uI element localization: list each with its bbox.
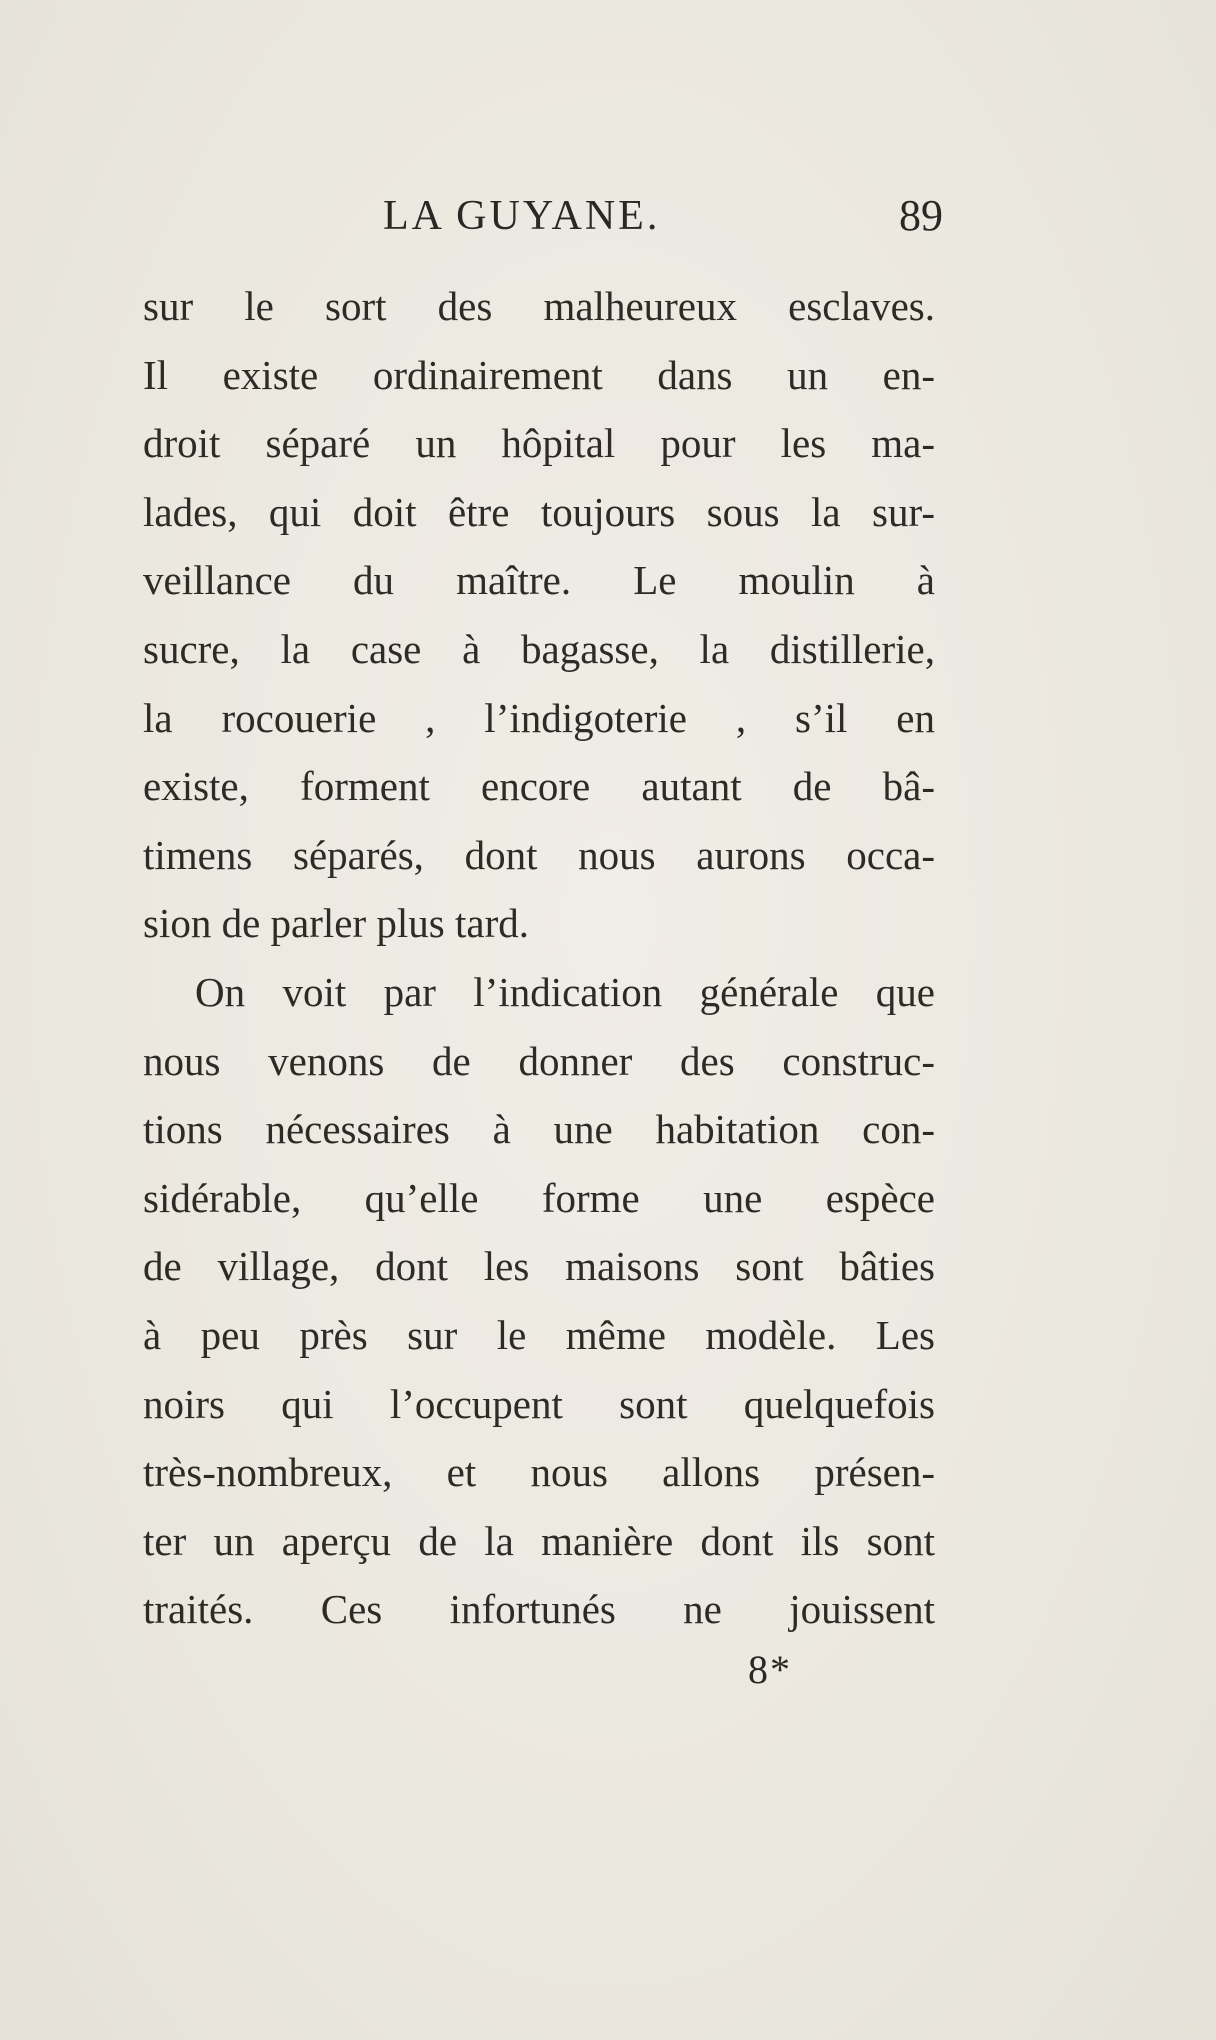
text-line: nous venons de donner des construc- (143, 1037, 935, 1084)
text-line: très-nombreux, et nous allons présen- (143, 1449, 935, 1496)
text-line: On voit par l’indication générale que (195, 968, 935, 1015)
text-line: tions nécessaires à une habitation con- (143, 1106, 935, 1153)
text-line: ter un aperçu de la manière dont ils sont (143, 1517, 935, 1564)
text-line: de village, dont les maisons sont bâties (143, 1243, 935, 1290)
page-number: 89 (899, 191, 943, 240)
text-line: veillance du maître. Le moulin à (143, 557, 935, 604)
body-text (143, 272, 935, 1644)
text-line: sion de parler plus tard. (143, 900, 529, 947)
text-line: lades, qui doit être toujours sous la sur- (143, 488, 935, 535)
text-line: existe, forment encore autant de bâ- (143, 763, 935, 810)
page-header (383, 186, 943, 246)
text-line: la rocouerie , l’indigoterie , s’il en (143, 694, 935, 741)
text-line: sidérable, qu’elle forme une espèce (143, 1174, 935, 1221)
running-title: LA GUYANE. (383, 193, 661, 239)
text-line: traités. Ces infortunés ne jouissent (143, 1586, 935, 1633)
text-line: noirs qui l’occupent sont quelquefois (143, 1380, 935, 1427)
text-line: timens séparés, dont nous aurons occa- (143, 831, 935, 878)
signature-mark: 8* (748, 1647, 792, 1692)
text-line: Il existe ordinairement dans un en- (143, 351, 935, 398)
text-line: sucre, la case à bagasse, la distillerie, (143, 625, 935, 672)
text-line: sur le sort des malheureux esclaves. (143, 283, 935, 329)
text-line: à peu près sur le même modèle. Les (143, 1311, 935, 1358)
text-line: droit séparé un hôpital pour les ma- (143, 420, 935, 467)
